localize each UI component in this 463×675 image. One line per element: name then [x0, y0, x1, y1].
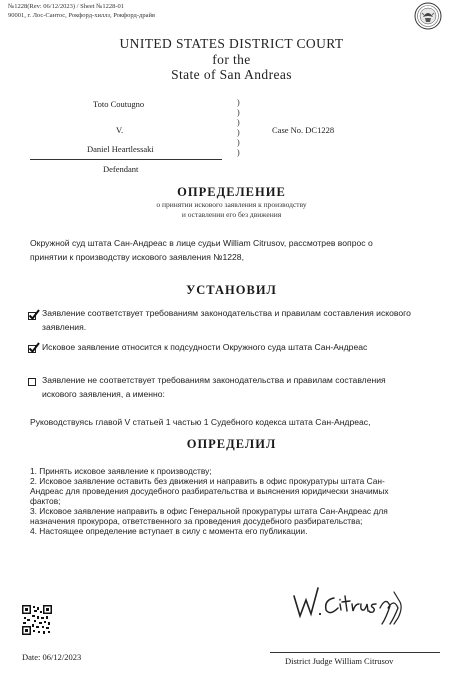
established-item-3-line-1: Заявление не соответствует требованиям законодательства и правилам составления: [42, 375, 386, 385]
decided-line-2: 2. Исковое заявление оставить без движения и направить в офис прокуратуры штата Сан-: [30, 476, 385, 486]
established-item-1-line-2: заявления.: [42, 322, 87, 332]
plaintiff-name: Toto Coutugno: [93, 99, 145, 109]
decided-line-5: 3. Исковое заявление направить в офис Генеральной прокуратуры штата Сан-Андреас для: [30, 506, 388, 516]
judge-signature: [290, 578, 410, 626]
defendant-label: Defendant: [103, 164, 139, 174]
paren-1: ): [237, 98, 240, 107]
court-state: State of San Andreas: [171, 67, 292, 82]
versus-label: V.: [116, 125, 124, 135]
determination-subtitle-2: и оставлении его без движения: [181, 210, 282, 219]
determination-title: ОПРЕДЕЛЕНИЕ: [177, 185, 286, 199]
determination-subtitle-1: о принятии искового заявления к производству: [156, 200, 307, 209]
document-date: Date: 06/12/2023: [22, 652, 82, 662]
defendant-rule: [30, 159, 222, 160]
decided-title: ОПРЕДЕЛИЛ: [186, 437, 277, 451]
case-number: Case No. DC1228: [272, 125, 335, 135]
decided-line-7: 4. Настоящее определение вступает в силу с момента его публикации.: [30, 526, 308, 536]
checkbox-jurisdiction[interactable]: [28, 345, 36, 353]
decided-line-6: назначения прокурора, ответственного за проведения досудебного разбирательства;: [30, 516, 363, 526]
decided-line-4: фактов;: [30, 496, 61, 506]
intro-line-1: Окружной суд штата Сан-Андреас в лице судьи William Citrusov, рассмотрев вопрос о: [30, 238, 373, 248]
header-line-1: №1228(Rev: 06/12/2023) / Sheet №1228-01: [8, 3, 125, 10]
signature-rule: [270, 652, 440, 653]
legal-basis: Руководствуясь главой V статьей 1 частью 1 Судебного кодекса штата Сан-Андреас,: [30, 417, 371, 427]
paren-4: ): [237, 128, 240, 137]
paren-2: ): [237, 108, 240, 117]
checkbox-noncompliant[interactable]: [28, 378, 36, 386]
paren-3: ): [237, 118, 240, 127]
court-name: UNITED STATES DISTRICT COURT: [119, 36, 344, 51]
established-item-2-line-1: Исковое заявление относится к подсудности Окружного суда штата Сан-Андреас: [42, 342, 368, 352]
intro-line-2: принятии к производству искового заявления №1228,: [30, 252, 244, 262]
decided-line-1: 1. Принять исковое заявление к производству;: [30, 466, 212, 476]
defendant-name: Daniel Heartlessaki: [87, 144, 154, 154]
qr-code-icon: [22, 605, 52, 635]
court-seal-icon: [414, 2, 442, 30]
judge-name: District Judge William Citrusov: [285, 656, 394, 666]
checkbox-compliant[interactable]: [28, 312, 36, 320]
paren-6: ): [237, 148, 240, 157]
established-item-3-line-2: искового заявления, а именно:: [42, 389, 165, 399]
header-line-2: 90001, г. Лос-Сантос, Рокфорд-хиллз, Рокфорд-драйв: [8, 12, 156, 19]
established-item-1-line-1: Заявление соответствует требованиям законодательства и правилам составления искового: [42, 308, 411, 318]
established-title: УСТАНОВИЛ: [186, 283, 277, 297]
court-for-the: for the: [212, 52, 251, 67]
paren-5: ): [237, 138, 240, 147]
decided-line-3: Андреас для проведения досудебного разбирательства и выяснения юридически значимых: [30, 486, 389, 496]
